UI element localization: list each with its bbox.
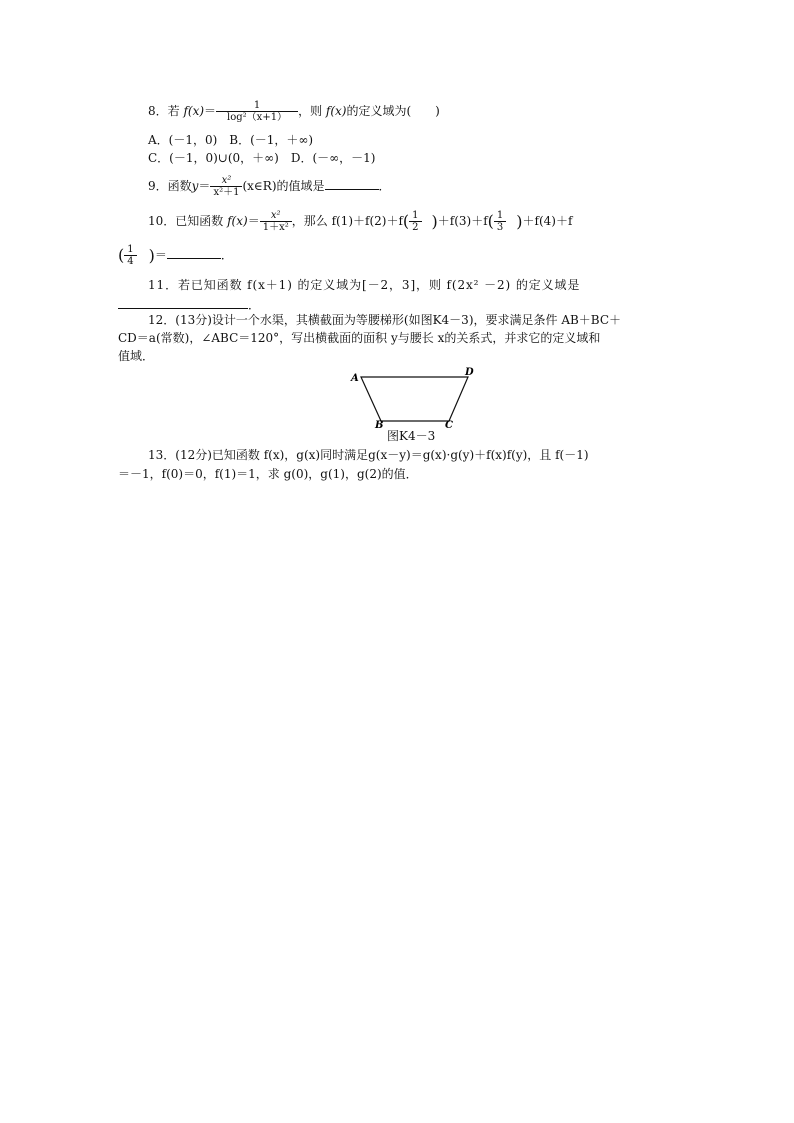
q10-eq-end: ＝ bbox=[154, 248, 167, 262]
q9-end: ． bbox=[378, 179, 391, 193]
q8-fraction bbox=[216, 100, 298, 123]
q9-suffix: (x∈R)的值域是 bbox=[242, 179, 325, 193]
q11-answer-blank[interactable] bbox=[118, 297, 248, 309]
q10-quarter bbox=[124, 244, 136, 267]
vertex-label-c: C bbox=[445, 420, 453, 431]
q12-line-2: CD＝a(常数)，∠ABC＝120°，写出横截面的面积 y与腰长 x的关系式，并求它的定义域和 bbox=[118, 331, 601, 345]
q10-prefix: 10．已知函数 bbox=[148, 214, 224, 228]
q10-quarter-num: 1 bbox=[127, 244, 134, 255]
q9-prefix: 9．函数 bbox=[148, 179, 192, 193]
q8-numerator: 1 bbox=[253, 100, 261, 111]
q8-fx2: f(x) bbox=[325, 104, 347, 118]
q10-third-den: 3 bbox=[494, 221, 506, 233]
q10-close-paren-quarter: ) bbox=[148, 245, 155, 265]
q10-fx: f(x) bbox=[227, 214, 248, 228]
q11-stem: 11．若已知函数 f(x＋1) 的定义域为[－2，3]，则 f(2x² －2) 的定义域是 bbox=[148, 278, 581, 292]
q13-line-2: ＝－1，f(0)＝0，f(1)＝1，求 g(0)，g(1)，g(2)的值． bbox=[118, 467, 418, 481]
q8-options-cd: C．(－1，0)∪(0，＋∞) D．(－∞，－1) bbox=[148, 151, 376, 165]
q10-open-paren-half: ( bbox=[402, 211, 410, 231]
q10-denominator: 1＋x² bbox=[260, 221, 292, 233]
figure-caption: 图K4－3 bbox=[387, 429, 436, 443]
q10-close-paren-half: ) bbox=[431, 211, 438, 231]
q10-third-num: 1 bbox=[496, 210, 504, 221]
q8-suffix-a: ，则 bbox=[298, 104, 323, 118]
q10-close-paren-third: ) bbox=[516, 211, 523, 231]
q8-fx: f(x) bbox=[183, 104, 205, 118]
q10-plus3: ＋f(3)＋f bbox=[437, 214, 488, 228]
q10-plus4: ＋f(4)＋f bbox=[522, 214, 573, 228]
q8-prefix: 8．若 bbox=[148, 104, 180, 118]
q10-mid: ，那么 bbox=[291, 214, 328, 228]
q10-half-den: 2 bbox=[409, 221, 421, 233]
q12-line-3: 值域． bbox=[118, 349, 155, 363]
q10-answer-blank[interactable] bbox=[167, 247, 221, 259]
q8-suffix-b: 的定义域为( ) bbox=[346, 104, 440, 118]
q10-eq: ＝ bbox=[247, 214, 260, 228]
vertex-label-a: A bbox=[351, 373, 359, 384]
q10-end: ． bbox=[220, 248, 233, 262]
q10-terms: f(1)＋f(2)＋f bbox=[331, 214, 403, 228]
q9-numerator: x² bbox=[221, 175, 232, 186]
q10-open-paren-quarter: ( bbox=[118, 245, 125, 265]
q10-third bbox=[494, 210, 506, 233]
q9-answer-blank[interactable] bbox=[325, 178, 379, 190]
q9-eq: ＝ bbox=[198, 179, 211, 193]
q9-stem bbox=[148, 175, 391, 198]
q11-continuation bbox=[118, 297, 260, 312]
q10-continuation bbox=[118, 244, 233, 267]
q8-stem bbox=[148, 100, 440, 123]
q10-fraction bbox=[260, 210, 292, 233]
q12-trapezoid-figure bbox=[346, 365, 486, 431]
q11-end: ． bbox=[248, 298, 261, 312]
q8-denominator: log²（x+1） bbox=[216, 111, 298, 123]
q8-eq: ＝ bbox=[204, 104, 217, 118]
q9-denominator: x²＋1 bbox=[210, 186, 242, 198]
q10-numerator: x² bbox=[270, 210, 281, 221]
q12-line-1: 12．(13分)设计一个水渠，其横截面为等腰梯形(如图K4－3)，要求满足条件 AB＋BC＋ bbox=[148, 313, 622, 327]
vertex-label-b: B bbox=[375, 420, 384, 431]
q9-fraction bbox=[210, 175, 242, 198]
trapezoid-shape bbox=[361, 377, 468, 421]
q10-stem bbox=[148, 210, 572, 233]
vertex-label-d: D bbox=[465, 367, 474, 378]
q10-half bbox=[409, 210, 421, 233]
q13-line-1: 13．(12分)已知函数 f(x)，g(x)同时满足g(x－y)＝g(x)·g(y)＋f(x)f(y)，且 f(－1) bbox=[148, 448, 589, 462]
q10-half-num: 1 bbox=[412, 210, 419, 221]
q10-open-paren-third: ( bbox=[487, 211, 494, 231]
q9-y: y bbox=[191, 179, 199, 193]
q10-quarter-den: 4 bbox=[124, 255, 136, 267]
q8-options-ab: A．(－1，0) B．(－1，＋∞) bbox=[148, 133, 314, 147]
